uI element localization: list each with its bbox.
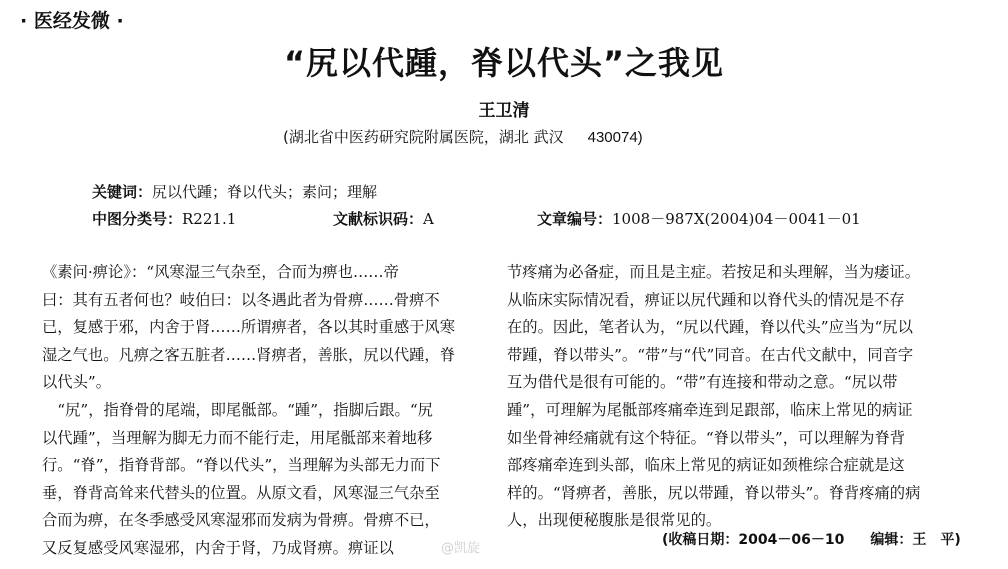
affiliation-text: (湖北省中医药研究院附属医院，湖北 武汉 (283, 128, 564, 146)
editor-credit: 编辑：王 平) (870, 532, 961, 548)
doc-code-label: 文献标识码： (333, 210, 424, 228)
text-line: 湿之气也。凡痹之客五脏者……肾痹者，善胀，尻以代踵，脊 (42, 345, 456, 364)
document-code (333, 208, 434, 229)
article-no-value: 1008－987X(2004)04－0041－01 (612, 210, 861, 228)
keywords-line (92, 181, 377, 202)
author-name: 王卫清 (478, 101, 530, 121)
text-line: 节疼痛为必备症，而且是主症。若按足和头理解，当为痿证。 (507, 263, 921, 281)
section-tag: · 医经发微 · (20, 10, 124, 32)
text-line: 行。“脊”，指脊背部。“脊以代头”，当理解为头部无力而下 (42, 456, 441, 475)
text-line: 踵”，可理解为尾骶部疼痛牵连到足跟部，临床上常见的病证 (507, 400, 913, 419)
text-line: 垂，脊背高耸来代替头的位置。从原文看，风寒湿三气杂至 (42, 483, 440, 502)
text-line: 在的。因此，笔者认为，“尻以代踵，脊以代头”应当为“尻以 (507, 318, 913, 337)
body-column-right (507, 259, 969, 535)
text-line: 又反复感受风寒湿邪，内舍于肾，乃成肾痹。痹证以 (42, 538, 394, 557)
clc-value: R221.1 (182, 210, 237, 228)
keywords-value: 尻以代踵；脊以代头；素问；理解 (152, 183, 378, 201)
text-line: “尻”，指脊骨的尾端，即尾骶部。“踵”，指脚后跟。“尻 (42, 400, 433, 419)
text-line: 人，出现便秘腹胀是很常见的。 (507, 511, 722, 530)
text-line: 曰：其有五者何也？岐伯曰：以冬遇此者为骨痹……骨痹不 (42, 290, 440, 309)
text-line: 已，复感于邪，内舍于肾……所谓痹者，各以其时重感于风寒 (42, 318, 456, 337)
text-line: 如坐骨神经痛就有这个特征。“脊以带头”，可以理解为脊背 (507, 428, 906, 447)
text-line: 以代踵”，当理解为脚无力而不能行走，用尾骶部来着地移 (42, 428, 433, 447)
received-date-footer (662, 529, 961, 549)
affiliation-postcode: 430074) (587, 129, 643, 146)
text-line: 部疼痛牵连到头部，临床上常见的病证如颈椎综合症就是这 (507, 456, 905, 475)
text-line: 以代头”。 (42, 373, 112, 392)
watermark: @凯旋 (441, 541, 481, 556)
clc-label: 中图分类号： (92, 210, 183, 228)
text-line: 《素问·痹论》：“风寒湿三气杂至，合而为痹也……帝 (42, 263, 399, 281)
clc-number (92, 208, 236, 229)
body-column-left (42, 259, 472, 563)
text-line: 样的。“肾痹者，善胀，尻以带踵，脊以带头”。脊背疼痛的病 (507, 483, 921, 502)
keywords-label: 关键词： (92, 183, 153, 201)
article-no-label: 文章编号： (537, 210, 613, 228)
text-line: 互为借代是很有可能的。“带”有连接和带动之意。“尻以带 (507, 373, 898, 392)
text-line: 合而为痹，在冬季感受风寒湿邪而发病为骨痹。骨痹不已， (42, 511, 440, 530)
article-number (537, 208, 861, 229)
text-line: 带踵，脊以带头”。“带”与“代”同音。在古代文献中，同音字 (507, 345, 914, 364)
affiliation (283, 126, 643, 147)
article-title: “尻以代踵，脊以代头”之我见 (283, 44, 725, 82)
received-date: (收稿日期：2004－06－10 (662, 532, 845, 548)
text-line: 从临床实际情况看，痹证以尻代踵和以脊代头的情况是不存 (507, 290, 905, 309)
doc-code-value: A (423, 210, 434, 228)
